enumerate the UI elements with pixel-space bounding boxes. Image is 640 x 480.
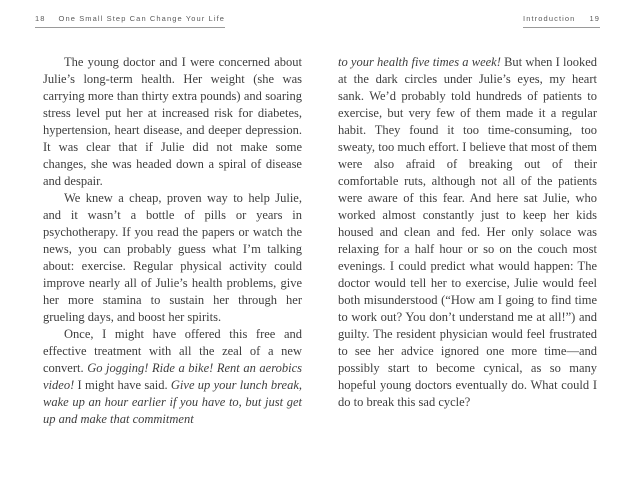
- left-running-title: One Small Step Can Change Your Life: [58, 14, 226, 23]
- text-run: Once, I might have offered this free and effective treatment with all the zeal of a new convert.: [43, 327, 302, 375]
- right-page-body-text: [338, 54, 597, 411]
- paragraph: [338, 54, 597, 411]
- paragraph: [43, 326, 302, 428]
- left-page-number: 18: [35, 14, 46, 23]
- italic-text-run: Go jogging! Ride a bike! Rent an aerobics video!: [43, 361, 302, 392]
- text-run: I might have said.: [74, 378, 171, 392]
- right-page: [320, 0, 640, 480]
- text-run: The young doctor and I were concerned about Julie’s long-term health. Her weight (she was carrying more than thirty extra pounds) and soaring stress level put her at increased risk for diabetes, hypertension, heart disease, and deeper depression. It was clear that if Julie did not make some changes, she was headed down a spiral of disease and despair.: [43, 55, 302, 188]
- right-page-number: 19: [589, 14, 600, 23]
- italic-text-run: Give up your lunch break, wake up an hour earlier if you have to, but just get up and make that commitment: [43, 378, 302, 426]
- right-running-title: Introduction: [523, 14, 576, 23]
- italic-text-run: to your health five times a week!: [338, 55, 501, 69]
- right-running-header: [523, 14, 600, 28]
- paragraph: [43, 190, 302, 326]
- text-run: We knew a cheap, proven way to help Julie, and it wasn’t a bottle of pills or years in psychotherapy. If you read the papers or watch the news, you can probably guess what I’m talking about: exercise. Regular physical activity could improve nearly all of Julie’s health problems, give her more stamina to sustain her through her grueling days, and boost her spirits.: [43, 191, 302, 324]
- left-running-header: [35, 14, 225, 28]
- paragraph: [43, 54, 302, 190]
- left-page-body-text: [43, 54, 302, 428]
- text-run: But when I looked at the dark circles under Julie’s eyes, my heart sank. We’d probably told hundreds of patients to exercise, but very few of them made it a regular habit. They found it too time-consuming, too sweaty, too much effort. I believe that most of them were also afraid of breaking out of their comfortable ruts, although not all of the patients were aware of this fear. And here sat Julie, who worked almost constantly just to keep her kids housed and clean and fed. Her only solace was relaxing for a half hour or so on the couch most evenings. I could predict what would happen: The doctor would tell her to exercise, Julie would feel both misunderstood (“How am I going to find time to work out? You don’t understand me at all!”) and guilty. The resident physician would feel frustrated to see her advice ignored one more time—and possibly start to become cynical, as so many hopeful young doctors eventually do. What could I do to break this sad cycle?: [338, 55, 597, 409]
